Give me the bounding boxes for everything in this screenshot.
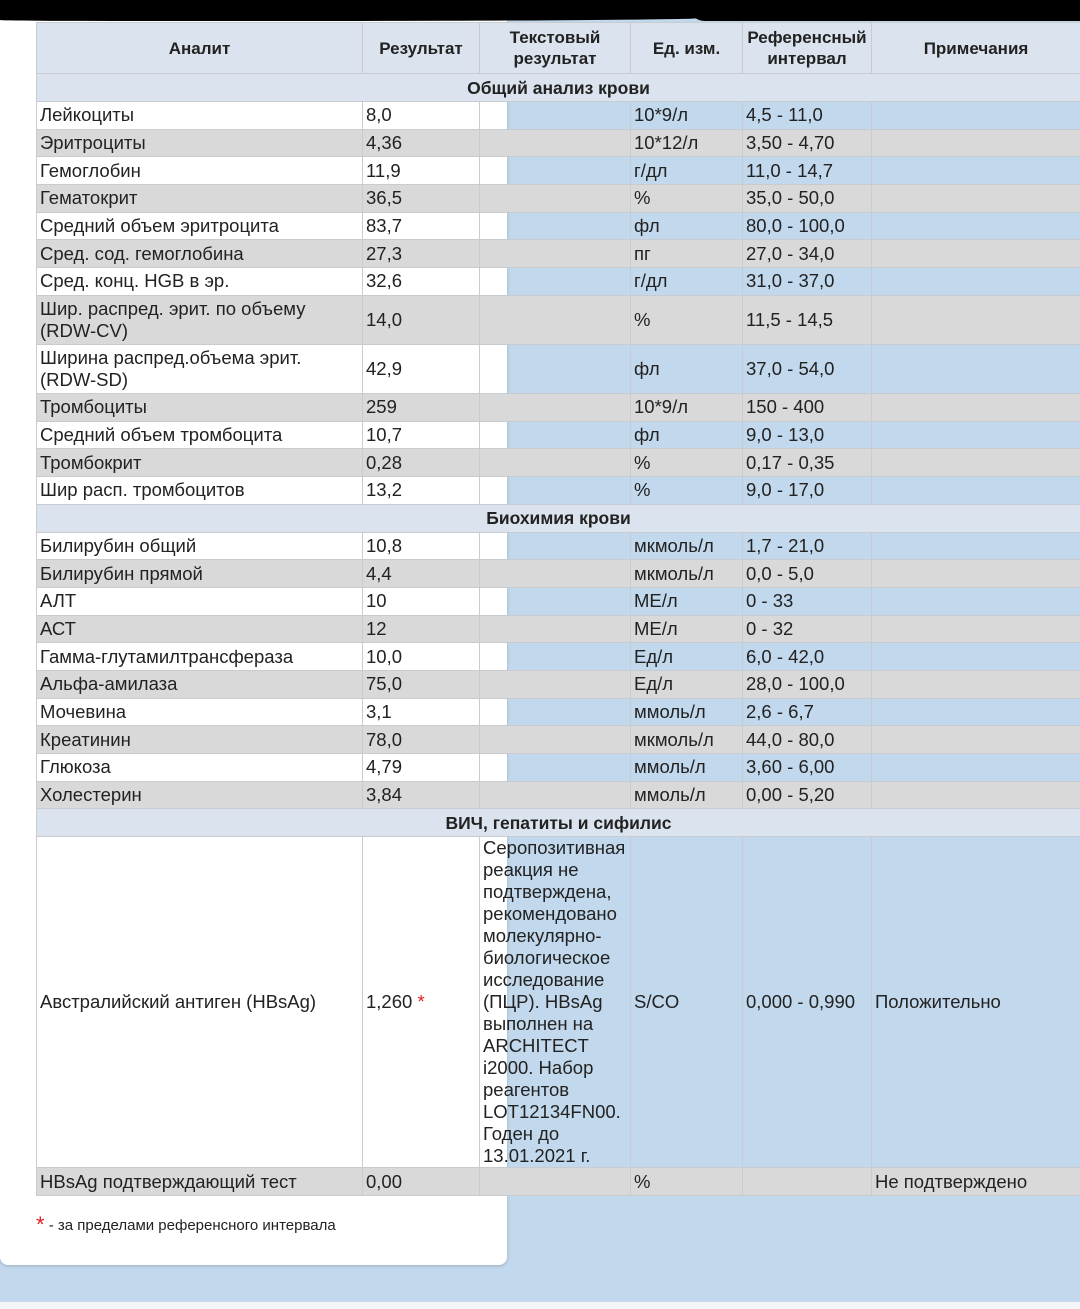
header-unit: Ед. изм. bbox=[631, 23, 743, 74]
result-cell bbox=[363, 781, 480, 809]
table-row bbox=[37, 671, 1080, 699]
unit-cell: мкмоль/л bbox=[631, 726, 743, 754]
analyte-cell: Холестерин bbox=[37, 781, 363, 809]
text-result-cell bbox=[480, 157, 631, 185]
unit-cell: фл bbox=[631, 344, 743, 393]
unit-cell: мкмоль/л bbox=[631, 560, 743, 588]
notes-cell bbox=[872, 781, 1080, 809]
analyte-cell: Сред. конц. HGB в эр. bbox=[37, 268, 363, 296]
text-result-cell bbox=[480, 671, 631, 699]
text-result-cell: Серопозитивная реакция не подтверждена, рекомендовано молекулярно-биологическое исследование (ПЦР). HBsAg выполнен на ARCHITECT i2000. Набор реагентов LOT12134FN00. Годен до 13.01.2021 г. bbox=[480, 837, 631, 1168]
result-cell bbox=[363, 837, 480, 1168]
table-row bbox=[37, 587, 1080, 615]
table-row bbox=[37, 102, 1080, 130]
analyte-cell: Мочевина bbox=[37, 698, 363, 726]
table-row bbox=[37, 726, 1080, 754]
result-cell bbox=[363, 421, 480, 449]
result-value: 10,0 bbox=[366, 645, 403, 667]
header-text-result: Текстовый результат bbox=[480, 23, 631, 74]
table-row bbox=[37, 781, 1080, 809]
notes-cell bbox=[872, 157, 1080, 185]
notes-cell bbox=[872, 615, 1080, 643]
result-cell bbox=[363, 587, 480, 615]
text-result-cell bbox=[480, 102, 631, 130]
result-value: 11,9 bbox=[366, 159, 401, 181]
result-value: 13,2 bbox=[366, 479, 403, 501]
result-value: 4,4 bbox=[366, 562, 392, 584]
reference-cell: 0 - 32 bbox=[743, 615, 872, 643]
header-analyte: Аналит bbox=[37, 23, 363, 74]
result-cell bbox=[363, 449, 480, 477]
analyte-cell: Шир. распред. эрит. по объему (RDW-CV) bbox=[37, 295, 363, 344]
table-row bbox=[37, 754, 1080, 782]
result-cell bbox=[363, 643, 480, 671]
notes-cell bbox=[872, 726, 1080, 754]
out-of-range-flag-icon: * bbox=[417, 991, 425, 1013]
unit-cell: мкмоль/л bbox=[631, 532, 743, 560]
analyte-cell: Глюкоза bbox=[37, 754, 363, 782]
analyte-cell: АСТ bbox=[37, 615, 363, 643]
unit-cell: % bbox=[631, 295, 743, 344]
result-cell bbox=[363, 532, 480, 560]
text-result-cell bbox=[480, 754, 631, 782]
notes-cell bbox=[872, 532, 1080, 560]
analyte-cell: Ширина распред.объема эрит. (RDW-SD) bbox=[37, 344, 363, 393]
notes-cell bbox=[872, 671, 1080, 699]
text-result-cell bbox=[480, 449, 631, 477]
text-result-cell bbox=[480, 185, 631, 213]
result-value: 14,0 bbox=[366, 308, 403, 330]
unit-cell: 10*9/л bbox=[631, 393, 743, 421]
notes-cell bbox=[872, 643, 1080, 671]
table-row bbox=[37, 344, 1080, 393]
section-row bbox=[37, 74, 1080, 102]
unit-cell: ммоль/л bbox=[631, 698, 743, 726]
result-cell bbox=[363, 157, 480, 185]
reference-cell: 31,0 - 37,0 bbox=[743, 268, 872, 296]
lab-results-table bbox=[36, 22, 1080, 1196]
reference-cell: 0 - 33 bbox=[743, 587, 872, 615]
reference-cell: 150 - 400 bbox=[743, 393, 872, 421]
unit-cell: ммоль/л bbox=[631, 754, 743, 782]
result-value: 0,28 bbox=[366, 451, 403, 473]
text-result-cell bbox=[480, 129, 631, 157]
unit-cell: фл bbox=[631, 212, 743, 240]
section-title: Биохимия крови bbox=[37, 504, 1080, 532]
result-value: 83,7 bbox=[366, 215, 403, 237]
result-value: 4,79 bbox=[366, 756, 403, 778]
result-value: 36,5 bbox=[366, 187, 403, 209]
reference-cell: 35,0 - 50,0 bbox=[743, 185, 872, 213]
table-row bbox=[37, 185, 1080, 213]
table-row bbox=[37, 421, 1080, 449]
text-result-cell bbox=[480, 532, 631, 560]
notes-cell bbox=[872, 212, 1080, 240]
result-value: 75,0 bbox=[366, 673, 403, 695]
reference-cell: 1,7 - 21,0 bbox=[743, 532, 872, 560]
reference-cell: 80,0 - 100,0 bbox=[743, 212, 872, 240]
result-cell bbox=[363, 615, 480, 643]
table-row bbox=[37, 560, 1080, 588]
footnote-text: - за пределами референсного интервала bbox=[44, 1217, 336, 1234]
reference-cell: 9,0 - 17,0 bbox=[743, 476, 872, 504]
reference-cell: 27,0 - 34,0 bbox=[743, 240, 872, 268]
result-cell bbox=[363, 726, 480, 754]
notes-cell bbox=[872, 476, 1080, 504]
text-result-cell bbox=[480, 476, 631, 504]
notes-cell bbox=[872, 449, 1080, 477]
result-cell bbox=[363, 560, 480, 588]
reference-cell: 3,50 - 4,70 bbox=[743, 129, 872, 157]
header-reference: Референсный интервал bbox=[743, 23, 872, 74]
result-value: 27,3 bbox=[366, 242, 403, 264]
header-notes: Примечания bbox=[872, 23, 1080, 74]
analyte-cell: Тромбоциты bbox=[37, 393, 363, 421]
result-value: 8,0 bbox=[366, 104, 392, 126]
text-result-cell bbox=[480, 240, 631, 268]
unit-cell: 10*9/л bbox=[631, 102, 743, 130]
table-row bbox=[37, 393, 1080, 421]
result-cell bbox=[363, 268, 480, 296]
result-cell bbox=[363, 129, 480, 157]
table-row bbox=[37, 268, 1080, 296]
unit-cell: S/CO bbox=[631, 837, 743, 1168]
unit-cell: Ед/л bbox=[631, 643, 743, 671]
reference-cell bbox=[743, 1168, 872, 1196]
analyte-cell: Гемоглобин bbox=[37, 157, 363, 185]
result-value: 10 bbox=[366, 590, 387, 612]
analyte-cell: Средний объем эритроцита bbox=[37, 212, 363, 240]
result-value: 42,9 bbox=[366, 357, 403, 379]
text-result-cell bbox=[480, 560, 631, 588]
result-value: 32,6 bbox=[366, 270, 403, 292]
notes-cell bbox=[872, 393, 1080, 421]
unit-cell: МЕ/л bbox=[631, 615, 743, 643]
table-row bbox=[37, 240, 1080, 268]
table-row bbox=[37, 532, 1080, 560]
analyte-cell: Средний объем тромбоцита bbox=[37, 421, 363, 449]
result-cell bbox=[363, 185, 480, 213]
text-result-cell bbox=[480, 643, 631, 671]
section-title: ВИЧ, гепатиты и сифилис bbox=[37, 809, 1080, 837]
unit-cell: Ед/л bbox=[631, 671, 743, 699]
result-cell bbox=[363, 393, 480, 421]
notes-cell bbox=[872, 102, 1080, 130]
result-value: 12 bbox=[366, 617, 387, 639]
notes-cell bbox=[872, 268, 1080, 296]
result-cell bbox=[363, 295, 480, 344]
analyte-cell: Креатинин bbox=[37, 726, 363, 754]
analyte-cell: Шир расп. тромбоцитов bbox=[37, 476, 363, 504]
result-value: 78,0 bbox=[366, 728, 403, 750]
text-result-cell bbox=[480, 344, 631, 393]
result-value: 3,84 bbox=[366, 784, 403, 806]
reference-cell: 0,00 - 5,20 bbox=[743, 781, 872, 809]
unit-cell: г/дл bbox=[631, 268, 743, 296]
result-cell bbox=[363, 102, 480, 130]
analyte-cell: Эритроциты bbox=[37, 129, 363, 157]
text-result-cell bbox=[480, 698, 631, 726]
text-result-cell bbox=[480, 393, 631, 421]
text-result-cell bbox=[480, 726, 631, 754]
table-row bbox=[37, 643, 1080, 671]
reference-cell: 6,0 - 42,0 bbox=[743, 643, 872, 671]
notes-cell bbox=[872, 560, 1080, 588]
table-row bbox=[37, 449, 1080, 477]
unit-cell: фл bbox=[631, 421, 743, 449]
reference-cell: 44,0 - 80,0 bbox=[743, 726, 872, 754]
section-title: Общий анализ крови bbox=[37, 74, 1080, 102]
reference-cell: 11,0 - 14,7 bbox=[743, 157, 872, 185]
notes-cell bbox=[872, 240, 1080, 268]
result-value: 3,1 bbox=[366, 701, 392, 723]
table-row bbox=[37, 212, 1080, 240]
result-value: 0,00 bbox=[366, 1170, 403, 1192]
reference-cell: 0,000 - 0,990 bbox=[743, 837, 872, 1168]
unit-cell: МЕ/л bbox=[631, 587, 743, 615]
analyte-cell: АЛТ bbox=[37, 587, 363, 615]
unit-cell: % bbox=[631, 449, 743, 477]
result-value: 10,7 bbox=[366, 423, 403, 445]
unit-cell: 10*12/л bbox=[631, 129, 743, 157]
result-value: 10,8 bbox=[366, 534, 403, 556]
result-cell bbox=[363, 344, 480, 393]
section-row bbox=[37, 504, 1080, 532]
unit-cell: пг bbox=[631, 240, 743, 268]
section-row bbox=[37, 809, 1080, 837]
result-cell bbox=[363, 212, 480, 240]
text-result-cell bbox=[480, 781, 631, 809]
result-cell bbox=[363, 698, 480, 726]
result-cell bbox=[363, 476, 480, 504]
analyte-cell: Альфа-амилаза bbox=[37, 671, 363, 699]
notes-cell bbox=[872, 698, 1080, 726]
footnote bbox=[36, 1212, 336, 1238]
flag-star-icon: * bbox=[36, 1212, 45, 1237]
analyte-cell: Лейкоциты bbox=[37, 102, 363, 130]
analyte-cell: Билирубин прямой bbox=[37, 560, 363, 588]
result-value: 4,36 bbox=[366, 132, 403, 154]
table-row bbox=[37, 129, 1080, 157]
notes-cell bbox=[872, 587, 1080, 615]
reference-cell: 0,0 - 5,0 bbox=[743, 560, 872, 588]
notes-cell bbox=[872, 185, 1080, 213]
analyte-cell: HBsAg подтверждающий тест bbox=[37, 1168, 363, 1196]
analyte-cell: Тромбокрит bbox=[37, 449, 363, 477]
result-cell bbox=[363, 240, 480, 268]
reference-cell: 11,5 - 14,5 bbox=[743, 295, 872, 344]
notes-cell bbox=[872, 344, 1080, 393]
unit-cell: г/дл bbox=[631, 157, 743, 185]
text-result-cell bbox=[480, 212, 631, 240]
reference-cell: 28,0 - 100,0 bbox=[743, 671, 872, 699]
result-cell bbox=[363, 671, 480, 699]
text-result-cell bbox=[480, 268, 631, 296]
notes-cell bbox=[872, 754, 1080, 782]
redaction-bar bbox=[0, 16, 700, 21]
result-value: 259 bbox=[366, 396, 397, 418]
table-row bbox=[37, 295, 1080, 344]
text-result-cell bbox=[480, 421, 631, 449]
unit-cell: % bbox=[631, 1168, 743, 1196]
text-result-cell bbox=[480, 1168, 631, 1196]
notes-cell: Положительно bbox=[872, 837, 1080, 1168]
header-result: Результат bbox=[363, 23, 480, 74]
table-row bbox=[37, 837, 1080, 1168]
notes-cell bbox=[872, 421, 1080, 449]
text-result-cell bbox=[480, 587, 631, 615]
analyte-cell: Гамма-глутамилтрансфераза bbox=[37, 643, 363, 671]
unit-cell: % bbox=[631, 185, 743, 213]
reference-cell: 2,6 - 6,7 bbox=[743, 698, 872, 726]
notes-cell: Не подтверждено bbox=[872, 1168, 1080, 1196]
table-row bbox=[37, 476, 1080, 504]
table-row bbox=[37, 157, 1080, 185]
reference-cell: 3,60 - 6,00 bbox=[743, 754, 872, 782]
table-row bbox=[37, 1168, 1080, 1196]
result-cell bbox=[363, 1168, 480, 1196]
result-cell bbox=[363, 754, 480, 782]
unit-cell: % bbox=[631, 476, 743, 504]
redaction-bar bbox=[690, 0, 1080, 21]
reference-cell: 37,0 - 54,0 bbox=[743, 344, 872, 393]
table-row bbox=[37, 698, 1080, 726]
bottom-strip bbox=[0, 1302, 1080, 1309]
text-result-cell bbox=[480, 295, 631, 344]
text-result-cell bbox=[480, 615, 631, 643]
reference-cell: 9,0 - 13,0 bbox=[743, 421, 872, 449]
unit-cell: ммоль/л bbox=[631, 781, 743, 809]
notes-cell bbox=[872, 295, 1080, 344]
analyte-cell: Австралийский антиген (HBsAg) bbox=[37, 837, 363, 1168]
analyte-cell: Билирубин общий bbox=[37, 532, 363, 560]
table-header-row bbox=[37, 23, 1080, 74]
analyte-cell: Гематокрит bbox=[37, 185, 363, 213]
reference-cell: 0,17 - 0,35 bbox=[743, 449, 872, 477]
analyte-cell: Сред. сод. гемоглобина bbox=[37, 240, 363, 268]
notes-cell bbox=[872, 129, 1080, 157]
reference-cell: 4,5 - 11,0 bbox=[743, 102, 872, 130]
result-value: 1,260 bbox=[366, 991, 413, 1013]
table-row bbox=[37, 615, 1080, 643]
